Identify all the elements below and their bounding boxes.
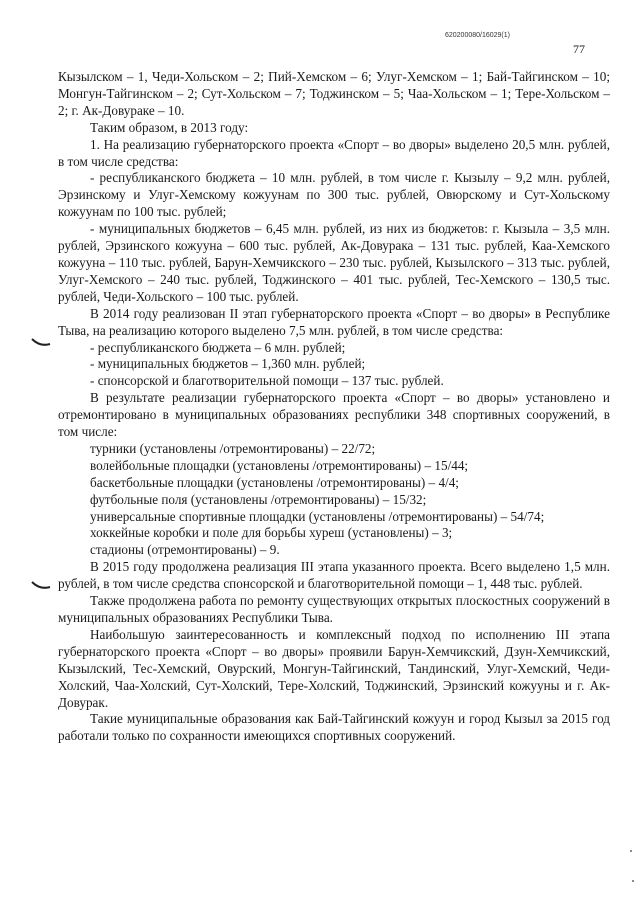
scan-speck (632, 880, 634, 882)
list-item: - спонсорской и благотворительной помощи – 137 тыс. рублей. (90, 373, 444, 389)
paragraph: - муниципальных бюджетов – 6,45 млн. рублей, из них из бюджетов: г. Кызыла – 3,5 млн. рублей, Эрзинского кожууна – 600 тыс. рублей, Ак-Довурака – 131 тыс. рублей, Каа-Хемского кожууна – 110 тыс. рублей, Барун-Хемчикского – 230 тыс. рублей, Кызылского – 313 тыс. рублей, Улуг-Хемского – 240 тыс. рублей, Тоджинского – 401 тыс. рублей, Тес-Хемского – 130,5 тыс. рублей, Чеди-Хольского – 100 тыс. рублей. (58, 221, 610, 304)
list-item: стадионы (отремонтированы) – 9. (90, 542, 280, 558)
document-body (58, 69, 610, 745)
list-item: хоккейные коробки и поле для борьбы хуреш (установлены) – 3; (90, 525, 453, 541)
list-item: турники (установлены /отремонтированы) – 22/72; (90, 440, 376, 456)
margin-check-mark (30, 578, 52, 592)
paragraph: В 2014 году реализован II этап губернаторского проекта «Спорт – во дворы» в Республике Тыва, на реализацию которого выделено 7,5 млн. рублей, в том числе средства: (58, 305, 610, 338)
list-item: универсальные спортивные площадки (установлены /отремонтированы) – 54/74; (90, 508, 545, 524)
document-id: 620200080/16029(1) (444, 32, 510, 39)
paragraph: 1. На реализацию губернаторского проекта «Спорт – во дворы» выделено 20,5 млн. рублей, в том числе средства: (58, 136, 610, 169)
paragraph: - республиканского бюджета – 10 млн. рублей, в том числе г. Кызылу – 9,2 млн. рублей, Эрзинскому и Улуг-Хемскому кожуунам по 300 тыс. рублей, Овюрскому и Сут-Хольскому кожуунам по 100 тыс. рублей; (58, 170, 610, 220)
paragraph: Также продолжена работа по ремонту существующих открытых плоскостных сооружений в муниципальных образованиях Республики Тыва. (58, 593, 610, 625)
list-item: - республиканского бюджета – 6 млн. рублей; (90, 339, 346, 355)
paragraph: Наибольшую заинтересованность и комплексный подход по исполнению III этапа губернаторского проекта «Спорт – во дворы» проявили Барун-Хемчикский, Дзун-Хемчикский, Кызылский, Тес-Хемский, Овурский, Монгун-Тайгинский, Тандинский, Улуг-Хемский, Чеди-Холский, Чаа-Холский, Сут-Холский, Тере-Холский, Тоджинский, Эрзинский кожууны и г. Ак-Довурак. (58, 626, 610, 710)
paragraph: Кызылском – 1, Чеди-Хольском – 2; Пий-Хемском – 6; Улуг-Хемском – 1; Бай-Тайгинском – 10; Монгун-Тайгинском – 2; Сут-Хольском – 7; Тоджинском – 5; Чаа-Хольском – 1; Тере-Хольском – 2; г. Ак-Довураке – 10. (58, 69, 610, 118)
page-number: 77 (573, 42, 585, 56)
list-item: футбольные поля (установлены /отремонтированы) – 15/32; (90, 491, 427, 507)
list-item: волейбольные площадки (установлены /отремонтированы) – 15/44; (90, 457, 469, 473)
list-item: - муниципальных бюджетов – 1,360 млн. рублей; (90, 356, 366, 372)
paragraph: Таким образом, в 2013 году: (90, 119, 249, 135)
paragraph: В 2015 году продолжена реализация III этапа указанного проекта. Всего выделено 1,5 млн. рублей, в том числе средства спонсорской и благотворительной помощи – 1, 448 тыс. рублей. (58, 559, 610, 592)
list-item: баскетбольные площадки (установлены /отремонтированы) – 4/4; (90, 474, 459, 490)
margin-check-mark (30, 335, 52, 349)
paragraph: В результате реализации губернаторского проекта «Спорт – во дворы» установлено и отремонтировано в муниципальных образованиях республики 348 спортивных сооружений, в том числе: (58, 390, 610, 440)
paragraph: Такие муниципальные образования как Бай-Тайгинский кожуун и город Кызыл за 2015 год работали только по сохранности имеющихся спортивных сооружений. (58, 711, 610, 744)
scan-speck (630, 850, 632, 852)
